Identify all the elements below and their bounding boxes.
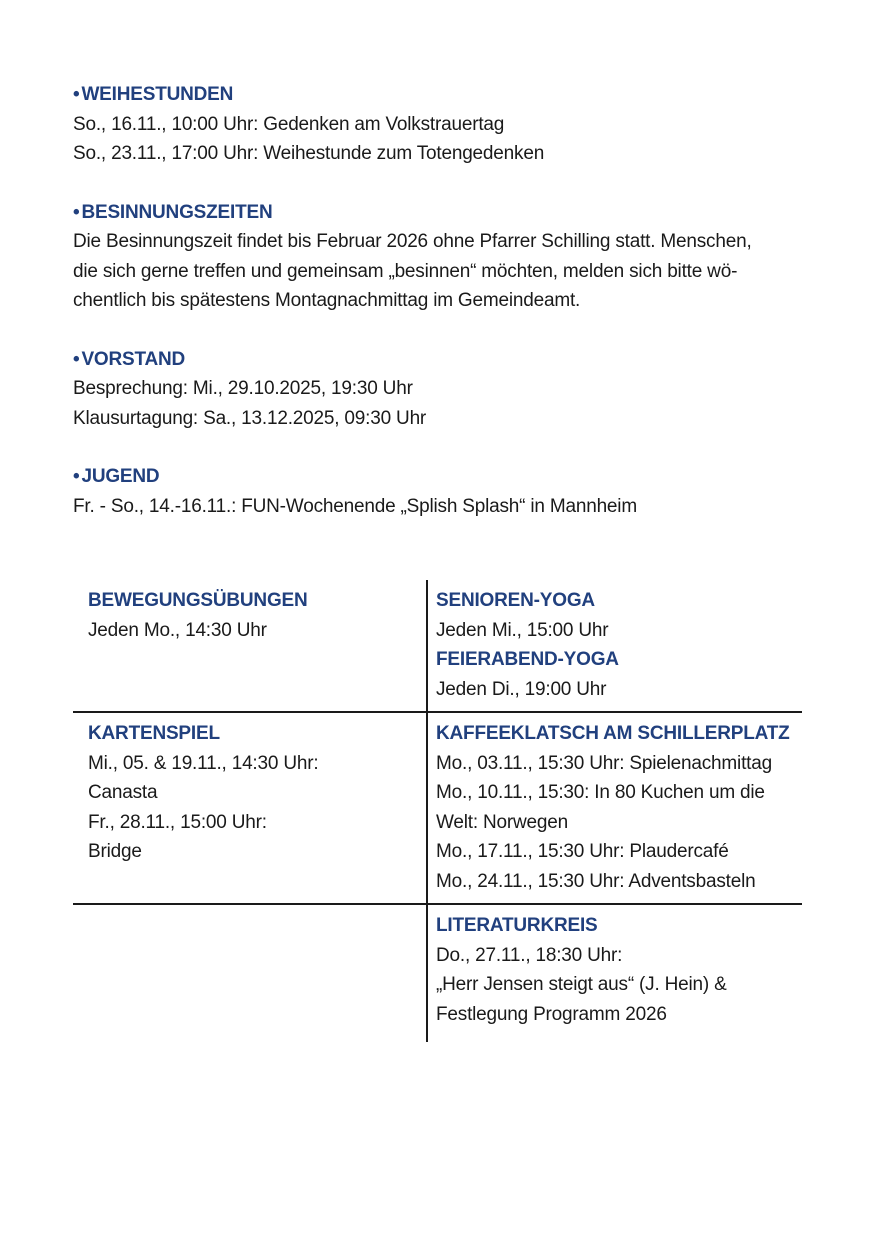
event-line: Festlegung Programm 2026: [436, 1003, 667, 1025]
cell-yoga: [426, 580, 802, 711]
section-weihestunden: [73, 80, 814, 169]
section-title-text: VORSTAND: [81, 348, 186, 370]
section-title-text: JUGEND: [81, 466, 160, 487]
event-heading: LITERATURKREIS: [436, 915, 598, 936]
event-line: Bridge: [88, 841, 142, 862]
bullet-icon: •: [73, 466, 80, 487]
event-heading: BEWEGUNGSÜBUNGEN: [88, 590, 308, 611]
section-jugend: [73, 462, 814, 521]
event-line: Mo., 03.11., 15:30 Uhr: Spielenachmittag: [436, 752, 772, 774]
section-title: [73, 462, 814, 492]
section-line: So., 23.11., 17:00 Uhr: Weihestunde zum Totengedenken: [73, 143, 545, 164]
event-heading: SENIOREN-YOGA: [436, 590, 595, 611]
cell-literaturkreis: [426, 903, 802, 1042]
event-line: Jeden Mi., 15:00 Uhr: [436, 619, 609, 641]
section-line: Die Besinnungszeit findet bis Februar 2026 ohne Pfarrer Schilling statt. Menschen,: [73, 231, 752, 252]
event-heading: KARTENSPIEL: [88, 723, 220, 744]
events-table: [73, 580, 802, 1042]
event-line: Jeden Mo., 14:30 Uhr: [88, 619, 267, 641]
event-line: Fr., 28.11., 15:00 Uhr:: [88, 811, 267, 833]
event-line: Welt: Norwegen: [436, 811, 569, 833]
section-title: [73, 198, 814, 228]
section-line: Klausurtagung: Sa., 13.12.2025, 09:30 Uhr: [73, 407, 427, 429]
cell-kartenspiel: [73, 711, 426, 903]
event-line: Jeden Di., 19:00 Uhr: [436, 678, 607, 700]
section-line: So., 16.11., 10:00 Uhr: Gedenken am Volkstrauertag: [73, 113, 505, 135]
cell-bewegungsuebungen: [73, 580, 426, 711]
cell-empty: [73, 903, 426, 1042]
cell-kaffeeklatsch: [426, 711, 802, 903]
bullet-icon: •: [73, 348, 80, 370]
event-line: Do., 27.11., 18:30 Uhr:: [436, 944, 623, 966]
event-line: Mo., 10.11., 15:30: In 80 Kuchen um die: [436, 782, 765, 803]
event-heading: FEIERABEND-YOGA: [436, 649, 619, 670]
events-table-row: [73, 903, 802, 1042]
section-besinnungszeiten: [73, 198, 814, 316]
event-line: Mi., 05. & 19.11., 14:30 Uhr:: [88, 752, 319, 774]
section-line: chentlich bis spätestens Montagnachmittag im Gemeindeamt.: [73, 290, 581, 311]
event-heading: KAFFEEKLATSCH AM SCHILLERPLATZ: [436, 723, 790, 744]
section-title: [73, 345, 814, 375]
event-line: Mo., 17.11., 15:30 Uhr: Plaudercafé: [436, 841, 729, 862]
bullet-icon: •: [73, 201, 80, 223]
section-line: die sich gerne treffen und gemeinsam „besinnen“ möchten, melden sich bitte wö-: [73, 260, 738, 282]
event-line: Canasta: [88, 782, 158, 803]
section-title-text: WEIHESTUNDEN: [81, 84, 234, 105]
section-title-text: BESINNUNGSZEITEN: [81, 201, 273, 223]
section-line: Besprechung: Mi., 29.10.2025, 19:30 Uhr: [73, 378, 413, 399]
events-table-row: [73, 711, 802, 903]
bullet-icon: •: [73, 84, 80, 105]
section-line: Fr. - So., 14.-16.11.: FUN-Wochenende „Splish Splash“ in Mannheim: [73, 495, 637, 517]
event-line: Mo., 24.11., 15:30 Uhr: Adventsbasteln: [436, 870, 756, 892]
event-line: „Herr Jensen steigt aus“ (J. Hein) &: [436, 974, 727, 995]
events-table-row: [73, 580, 802, 711]
section-title: [73, 80, 814, 110]
section-vorstand: [73, 345, 814, 434]
